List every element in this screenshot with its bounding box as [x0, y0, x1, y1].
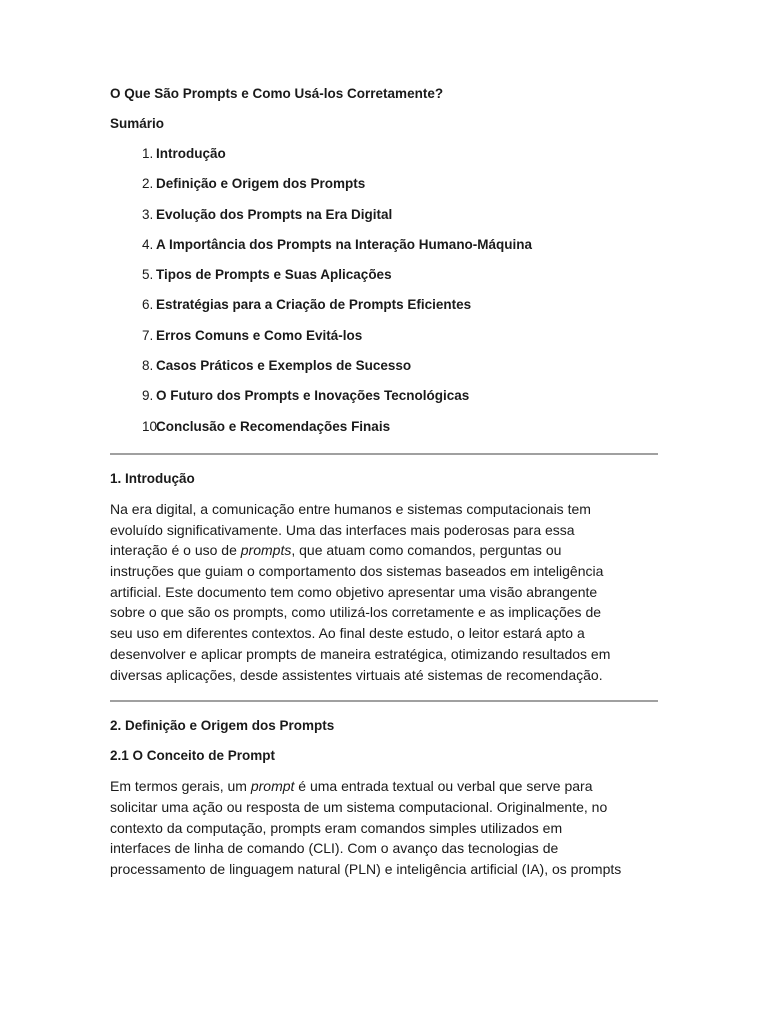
table-of-contents: [110, 144, 658, 437]
toc-item-number: 4.: [142, 236, 154, 252]
toc-item-label: Estratégias para a Criação de Prompts Eficientes: [156, 297, 472, 313]
toc-item: [110, 174, 658, 194]
toc-item-number: 9.: [142, 388, 154, 404]
paragraph-line: Na era digital, a comunicação entre humanos e sistemas computacionais tem: [110, 500, 591, 517]
toc-item-label: Tipos de Prompts e Suas Aplicações: [156, 267, 392, 283]
paragraph-line: evoluído significativamente. Uma das interfaces mais poderosas para essa: [110, 521, 575, 538]
toc-item-number: 1.: [142, 146, 154, 161]
toc-item-number: 5.: [142, 267, 154, 283]
emphasis-prompt: prompt: [250, 778, 295, 795]
introducao-paragraph: [110, 499, 658, 685]
toc-item-label: Erros Comuns e Como Evitá-los: [156, 327, 363, 343]
document-page: [110, 84, 658, 880]
text-run: é uma entrada textual ou verbal que serve para: [294, 778, 593, 795]
toc-item-number: 3.: [142, 206, 154, 222]
toc-item-label: O Futuro dos Prompts e Inovações Tecnológicas: [156, 388, 470, 404]
toc-item-label: Introdução: [156, 146, 226, 161]
toc-item: [110, 265, 658, 285]
toc-item: [110, 144, 658, 164]
toc-item: [110, 205, 658, 225]
paragraph-line: contexto da computação, prompts eram comandos simples utilizados em: [110, 819, 563, 836]
toc-item-label: Evolução dos Prompts na Era Digital: [156, 206, 393, 222]
toc-item-label: Definição e Origem dos Prompts: [156, 176, 366, 192]
toc-item: [110, 326, 658, 346]
paragraph-line: instruções que guiam o comportamento dos sistemas baseados em inteligência: [110, 563, 604, 580]
paragraph-line: processamento de linguagem natural (PLN) e inteligência artificial (IA), os prompts: [110, 861, 622, 878]
section-heading-definicao: 2. Definição e Origem dos Prompts: [110, 718, 335, 734]
toc-item: [110, 417, 658, 437]
toc-item-number: 6.: [142, 297, 154, 313]
emphasis-prompts: prompts: [240, 542, 292, 559]
paragraph-line: artificial. Este documento tem como objetivo apresentar uma visão abrangente: [110, 583, 598, 600]
paragraph-line: desenvolver e aplicar prompts de maneira estratégica, otimizando resultados em: [110, 645, 611, 662]
toc-item-label: Casos Práticos e Exemplos de Sucesso: [156, 358, 412, 374]
text-run: interação é o uso de: [110, 542, 241, 559]
paragraph-line: [110, 540, 658, 561]
toc-item: [110, 295, 658, 315]
text-run: Em termos gerais, um: [110, 778, 251, 795]
paragraph-line: interfaces de linha de comando (CLI). Com o avanço das tecnologias de: [110, 840, 559, 857]
paragraph-line: [110, 776, 658, 797]
toc-item: [110, 356, 658, 376]
subsection-heading-conceito: 2.1 O Conceito de Prompt: [110, 748, 276, 764]
paragraph-line: sobre o que são os prompts, como utilizá-los corretamente e as implicações de: [110, 604, 602, 621]
toc-item-number: 2.: [142, 176, 154, 192]
toc-item-number: 10.: [142, 418, 161, 434]
toc-item-label: A Importância dos Prompts na Interação Humano-Máquina: [156, 236, 533, 252]
toc-item-number: 8.: [142, 358, 154, 374]
paragraph-line: seu uso em diferentes contextos. Ao final deste estudo, o leitor estará apto a: [110, 625, 585, 642]
toc-item-label: Conclusão e Recomendações Finais: [156, 418, 391, 434]
conceito-paragraph: [110, 776, 658, 880]
toc-item: [110, 386, 658, 406]
section-heading-introducao: 1. Introdução: [110, 470, 195, 486]
toc-heading: Sumário: [110, 116, 165, 131]
text-run: , que atuam como comandos, perguntas ou: [291, 542, 562, 559]
paragraph-line: solicitar uma ação ou resposta de um sistema computacional. Originalmente, no: [110, 799, 608, 815]
paragraph-line: diversas aplicações, desde assistentes virtuais até sistemas de recomendação.: [110, 666, 603, 683]
toc-item: [110, 235, 658, 255]
toc-item-number: 7.: [142, 327, 154, 343]
document-title: O Que São Prompts e Como Usá-los Corretamente?: [110, 86, 444, 101]
